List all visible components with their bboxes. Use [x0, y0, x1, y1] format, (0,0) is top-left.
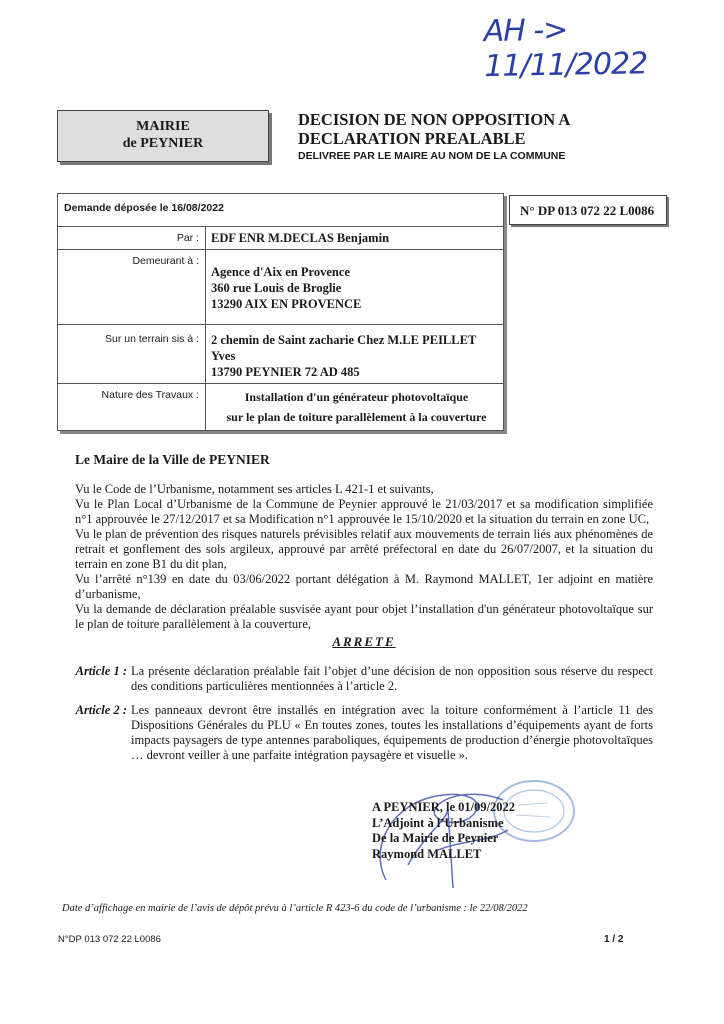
visa-item: Vu la demande de déclaration préalable susvisée ayant pour objet l’installation d'un générateur photovoltaïque sur le plan de toiture parallèlement à la couverture, [75, 602, 653, 631]
maire-title: Le Maire de la Ville de PEYNIER [75, 452, 270, 467]
visa-item: Vu le Plan Local d’Urbanisme de la Commune de Peynier approuvé le 21/03/2017 et sa modification simplifiée n°1 approuvée le 27/12/2017 et sa Modification n°1 approuvée le 15/10/2020 et la situation du terrain en zone UC, [75, 497, 653, 526]
terrain-line: 13790 PEYNIER 72 AD 485 [211, 365, 360, 379]
signature-line: A PEYNIER, le 01/09/2022 [372, 800, 516, 814]
visas-list [75, 482, 653, 632]
table-row [58, 227, 504, 250]
affichage-date: Date d’affichage en mairie de l’avis de dépôt prévu à l’article R 423-6 du code de l’urbanisme : le 22/08/2022 [62, 903, 528, 914]
address-line: 13290 AIX EN PROVENCE [211, 297, 362, 311]
arrete-heading: ARRETE [332, 634, 396, 649]
article-text: La présente déclaration préalable fait l’objet d’une décision de non opposition sous réserve du respect des conditions particulières mentionnées à l’article 2. [131, 664, 653, 693]
footer-reference: N°DP 013 072 22 L0086 [58, 934, 161, 945]
title-line-1: DECISION DE NON OPPOSITION A [298, 110, 571, 129]
par-value: EDF ENR M.DECLAS Benjamin [206, 227, 504, 250]
nature-line: Installation d'un générateur photovoltaïque [244, 390, 469, 404]
article-label: Article 1 : [75, 664, 127, 678]
mairie-line-1: MAIRIE [136, 119, 190, 134]
document-subtitle: DELIVREE PAR LE MAIRE AU NOM DE LA COMMUNE [298, 150, 566, 162]
table-row [58, 325, 504, 384]
signature-block [372, 800, 515, 862]
visa-item: Vu le plan de prévention des risques naturels prévisibles relatif aux mouvements de terrain liés aux phénomènes de retrait et gonflement des sols argileux, approuvé par arrêté préfectoral en date du 26/07/2007, et la situation du terrain en zone B1 du dit plan, [75, 527, 653, 571]
terrain-line: Yves [211, 349, 236, 363]
visa-item: Vu le Code de l’Urbanisme, notamment ses articles L 421-1 et suivants, [75, 482, 434, 496]
signature-line: Raymond MALLET [372, 846, 482, 861]
demande-deposee: Demande déposée le 16/08/2022 [58, 194, 504, 227]
par-label: Par : [58, 227, 206, 250]
mairie-header-box [57, 110, 269, 162]
document-title [298, 110, 698, 148]
table-row [58, 194, 504, 227]
dossier-number: N° DP 013 072 22 L0086 [509, 195, 667, 225]
article-2 [75, 703, 653, 763]
nature-label: Nature des Travaux : [58, 384, 206, 431]
nature-value [206, 384, 504, 431]
decision-body [75, 452, 653, 772]
signature-line: De la Mairie de Peynier [372, 831, 499, 845]
terrain-value [206, 325, 504, 384]
page-number: 1 / 2 [604, 934, 624, 945]
demeurant-value [206, 250, 504, 325]
title-line-2: DECLARATION PREALABLE [298, 129, 526, 148]
terrain-line: 2 chemin de Saint zacharie Chez M.LE PEILLET [211, 333, 477, 347]
table-row [58, 250, 504, 325]
article-text: Les panneaux devront être installés en intégration avec la toiture conformément à l’article 11 des Dispositions Générales du PLU « En toutes zones, toutes les installations d’équipements ayant de forts impacts paysagers de type antennes paraboliques, équipements de production d’énergie photovoltaïques … devront veiller à une parfaite intégration paysagère et visuelle ». [131, 703, 653, 762]
article-1 [75, 664, 653, 694]
mairie-line-2: de PEYNIER [122, 136, 204, 151]
demeurant-label: Demeurant à : [58, 250, 206, 325]
visa-item: Vu l’arrêté n°139 en date du 03/06/2022 portant délégation à M. Raymond MALLET, 1er adjoint en matière d’urbanisme, [75, 572, 653, 601]
article-label: Article 2 : [75, 703, 127, 717]
signature-line: L’Adjoint à l’Urbanisme [372, 815, 504, 830]
table-row [58, 384, 504, 431]
demande-table [57, 193, 504, 431]
nature-line: sur le plan de toiture parallèlement à la couverture [226, 410, 487, 424]
handwritten-note: AH -> 11/11/2022 [483, 12, 648, 85]
address-line: 360 rue Louis de Broglie [211, 281, 342, 295]
terrain-label: Sur un terrain sis à : [58, 325, 206, 384]
address-line: Agence d'Aix en Provence [211, 265, 350, 279]
